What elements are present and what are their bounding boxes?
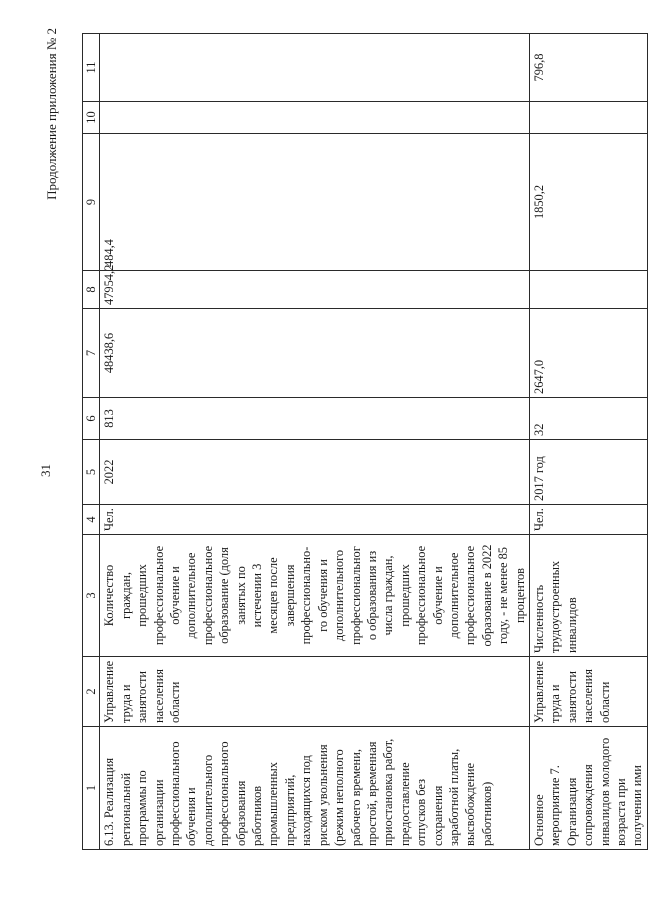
column-header: 4 [83, 505, 100, 535]
funding-cell: 796,8 [529, 34, 647, 102]
activity-name-cell: Основное мероприятие 7. Организация сопровождения инвалидов молодого возраста при получении ими [529, 727, 647, 850]
activity-name-cell: 6.13. Реализация региональной программы по организации профессионального обучения и дополнительного профессионального образования работников промышленных предприятий, находящихся под риском увольнения (режим неполного рабочего времени, простой, временная приостановка работ, предоставление отпусков без сохранения заработной платы, высвобождение работников) [100, 727, 530, 850]
total-funding-cell: 48438,6 [100, 309, 530, 398]
funding-cell: 1850,2 [529, 134, 647, 271]
data-table [82, 33, 648, 850]
executor-cell: Управление труда и занятости населения области [100, 657, 530, 727]
column-header: 7 [83, 309, 100, 398]
column-header: 2 [83, 657, 100, 727]
column-header: 9 [83, 134, 100, 271]
table-header-row [83, 34, 100, 850]
indicator-cell: Количество граждан, прошедших профессиональное обучение и дополнительное профессиональное образование (доля занятых по истечении 3 месяцев после завершения профессионально- го обучения и дополнительного профессиональног о образования из числа граждан, прошедших профессиональное обучение и дополнительное профессиональное образование в 2022 году, - не менее 85 процентов [100, 535, 530, 657]
unit-cell: Чел. [100, 505, 530, 535]
total-funding-cell: 2647,0 [529, 309, 647, 398]
executor-cell: Управление труда и занятости населения области [529, 657, 647, 727]
table-row [529, 34, 647, 850]
indicator-cell: Численность трудоустроенных инвалидов [529, 535, 647, 657]
funding-cell [529, 102, 647, 134]
year-cell: 2017 год [529, 440, 647, 505]
page-number: 31 [38, 464, 53, 477]
value-cell: 813 [100, 398, 530, 440]
funding-cell: 484,4 [100, 134, 530, 271]
column-header: 3 [83, 535, 100, 657]
funding-cell: 47954,2 [100, 271, 530, 309]
column-header: 1 [83, 727, 100, 850]
column-header: 6 [83, 398, 100, 440]
column-header: 5 [83, 440, 100, 505]
appendix-label: Продолжение приложения № 2 [44, 28, 59, 200]
column-header: 10 [83, 102, 100, 134]
unit-cell: Чел. [529, 505, 647, 535]
column-header: 8 [83, 271, 100, 309]
funding-cell [529, 271, 647, 309]
value-cell: 32 [529, 398, 647, 440]
funding-cell [100, 34, 530, 102]
table-row [100, 34, 530, 850]
year-cell: 2022 [100, 440, 530, 505]
column-header: 11 [83, 34, 100, 102]
funding-cell [100, 102, 530, 134]
